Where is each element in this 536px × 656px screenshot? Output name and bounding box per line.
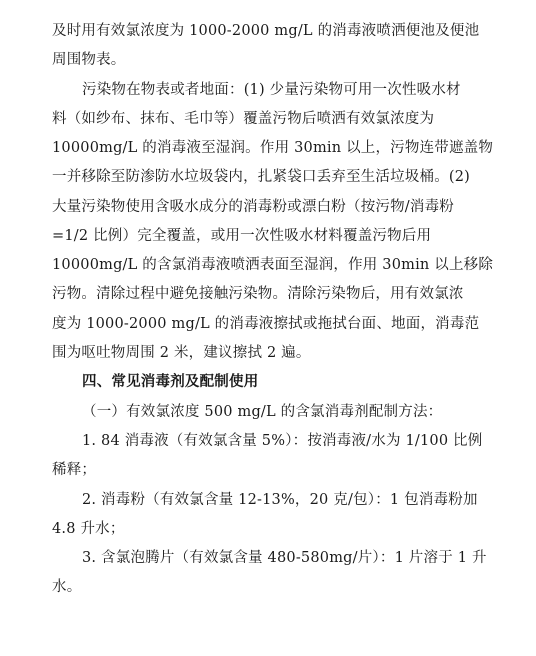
body-text-line: 一并移除至防渗防水垃圾袋内，扎紧袋口丢弃至生活垃圾桶。(2) — [52, 169, 471, 185]
list-item-text: 3. 含氯泡腾片（有效氯含量 480-580mg/片）：1 片溶于 1 升 — [82, 550, 487, 566]
list-item-text: 4.8 升水； — [52, 521, 125, 537]
body-text-line: =1/2 比例）完全覆盖，或用一次性吸水材料覆盖污物后用 — [52, 228, 432, 244]
body-text-line: 大量污染物使用含吸水成分的消毒粉或漂白粉（按污物/消毒粉 — [52, 199, 454, 215]
body-text-line: 周围物表。 — [52, 52, 126, 68]
body-text-line: 10000mg/L 的含氯消毒液喷洒表面至湿润，作用 30min 以上移除 — [52, 257, 494, 273]
body-text-line: 料（如纱布、抹布、毛巾等）覆盖污物后喷洒有效氯浓度为 — [52, 111, 435, 127]
body-text-line: 度为 1000-2000 mg/L 的消毒液擦拭或拖拭台面、地面，消毒范 — [52, 316, 480, 332]
body-text-line: 污染物在物表或者地面：(1) 少量污染物可用一次性吸水材 — [82, 82, 461, 98]
list-item-text: 水。 — [52, 579, 82, 595]
body-text-line: 围为呕吐物周围 2 米，建议擦拭 2 遍。 — [52, 345, 311, 361]
list-item-text: 稀释； — [52, 462, 97, 478]
list-item-text: 2. 消毒粉（有效氯含量 12-13%，20 克/包）：1 包消毒粉加 — [82, 492, 478, 508]
subsection-heading: （一）有效氯浓度 500 mg/L 的含氯消毒剂配制方法： — [82, 404, 443, 420]
list-item-text: 1. 84 消毒液（有效氯含量 5%）：按消毒液/水为 1/100 比例 — [82, 433, 483, 449]
body-text-line: 污物。清除过程中避免接触污染物。清除污染物后，用有效氯浓 — [52, 286, 464, 302]
body-text-line: 及时用有效氯浓度为 1000-2000 mg/L 的消毒液喷洒便池及便池 — [52, 23, 480, 39]
section-heading: 四、常见消毒剂及配制使用 — [82, 374, 259, 390]
body-text-line: 10000mg/L 的消毒液至湿润。作用 30min 以上，污物连带遮盖物 — [52, 140, 494, 156]
